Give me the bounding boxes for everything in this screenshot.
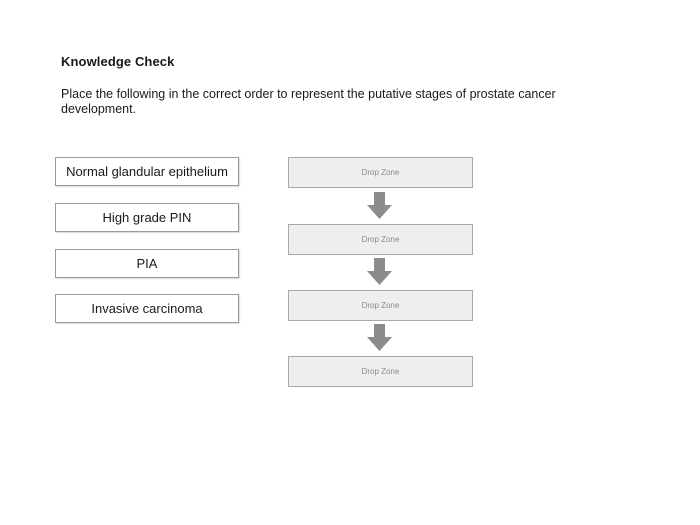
arrow-down-icon: [367, 258, 392, 285]
drag-item-high-grade-pin[interactable]: High grade PIN: [55, 203, 239, 232]
drop-zone-1[interactable]: Drop Zone: [288, 157, 473, 188]
knowledge-check-title: Knowledge Check: [61, 54, 175, 69]
drag-item-normal-glandular-epithelium[interactable]: Normal glandular epithelium: [55, 157, 239, 186]
drop-zone-4[interactable]: Drop Zone: [288, 356, 473, 387]
drop-zone-2[interactable]: Drop Zone: [288, 224, 473, 255]
drop-zone-3[interactable]: Drop Zone: [288, 290, 473, 321]
arrow-down-icon: [367, 324, 392, 351]
drag-item-invasive-carcinoma[interactable]: Invasive carcinoma: [55, 294, 239, 323]
drag-item-pia[interactable]: PIA: [55, 249, 239, 278]
instructions-text: Place the following in the correct order to represent the putative stages of prostate cancer development.: [61, 87, 556, 116]
arrow-down-icon: [367, 192, 392, 219]
